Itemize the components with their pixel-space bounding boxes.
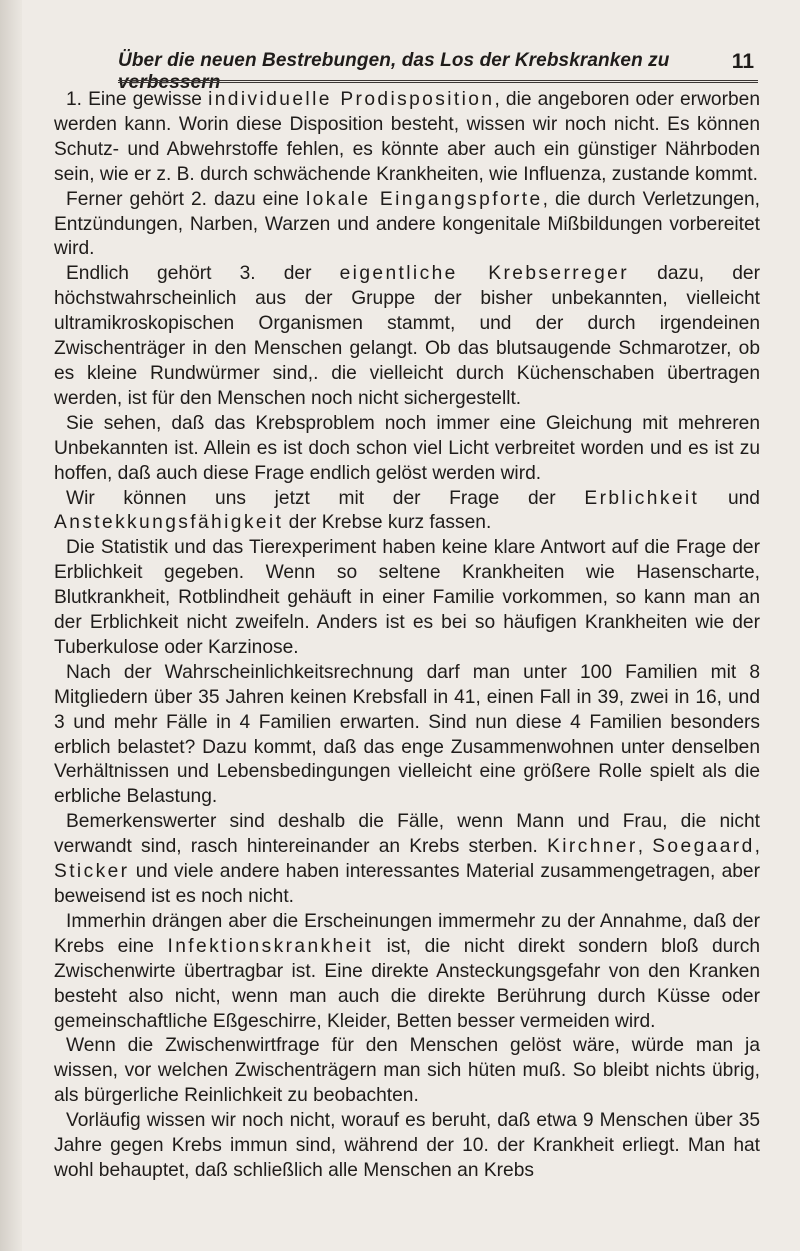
text-run: Nach der Wahrscheinlichkeitsrechnung darf man unter 100 Familien mit 8 Mitgliedern über 35 Jahren keinen Krebsfall in 41, einen Fall in 39, zwei in 16, und 3 und mehr Fälle in 4 Familien erwarten. Sind nun diese 4 Familien besonders erblich belastet? Dazu kommt, daß das enge Zusammenwohnen unter denselben Verhältnissen und Lebensbedingungen vielleicht eine größere Rolle spielt als die erbliche Belastung. [54,661,760,808]
text-run: Endlich gehört 3. der [66,263,340,285]
text-run: Vorläufig wissen wir noch nicht, worauf es beruht, daß etwa 9 Menschen über 35 Jahre gegen Krebs immun sind, während der 10. der Krankheit erliegt. Man hat wohl behauptet, daß schließlich alle Menschen an Krebs [54,1110,760,1181]
text-run: dazu, der höchstwahrscheinlich aus der Gruppe der bisher unbekannten, vielleicht ultramikroskopischen Organismen stammt, und der durch irgendeinen Zwischenträger in den Menschen gelangt. Ob das blutsaugende Schmarotzer, ob es kleine Rundwürmer sind,. die vielleicht durch Küchenschaben übertragen werden, ist für den Menschen noch nicht sichergestellt. [54,263,760,409]
text-run: Wenn die Zwischenwirtfrage für den Menschen gelöst wäre, würde man ja wissen, vor welchen Zwischenträgern man sich hüten muß. So bleibt nichts übrig, als bürgerliche Reinlichkeit zu beobachten. [54,1035,760,1107]
running-title: Über die neuen Bestrebungen, das Los der Krebskranken zu verbessern [118,50,670,93]
spaced-emphasis: individuelle Prodisposition [208,89,495,110]
text-run: ist, die nicht direkt sondern bloß durch Zwischenwirte übertragbar ist. Eine direkte Ansteckungsgefahr von den Kranken besteht also nicht, wenn man auch die direkte Berührung durch Küsse oder gemeinschaftliche Eßgeschirre, Kleider, Betten besser vermeiden wird. [54,935,760,1032]
text-run: , [637,836,653,858]
text-run: , die angeboren oder erworben werden kann. Worin diese Disposition besteht, wissen wir noch nicht. Es können Schutz- und Abwehrstoffe fehlen, es könnte aber auch ein günstiger Nährboden sein, wie er z. B. durch schwächende Krankheiten, wie Influenza, zustande kommt. [54,89,760,185]
paragraph [54,88,760,188]
body-text [54,88,760,1184]
text-run: Ferner gehört 2. dazu eine [66,188,306,210]
spaced-emphasis: Sticker [54,861,130,883]
text-run: , die durch Verletzungen, Entzündungen, Narben, Warzen und andere kongenitale Mißbildungen vorbereitet wird. [54,188,760,260]
paragraph [54,910,760,1035]
text-run: , [754,836,760,858]
spaced-emphasis: lokale Eingangspforte [305,188,543,210]
text-run: Wir können uns jetzt mit der Frage der [66,487,585,509]
paragraph [54,1109,760,1184]
text-run: Bemerkenswerter sind deshalb die Fälle, wenn Mann und Frau, die nicht verwandt sind, rasch hintereinander an Krebs sterben. [54,811,760,858]
spaced-emphasis: Anstekkungsfähigkeit [54,512,284,534]
spaced-emphasis: eigentliche Krebserreger [339,263,630,285]
paragraph [54,810,760,910]
paragraph [54,661,760,810]
paragraph [54,412,760,487]
spaced-emphasis: Soegaard [652,836,755,858]
header-rule [118,80,758,83]
spaced-emphasis: Kirchner [547,836,638,858]
text-run: Die Statistik und das Tierexperiment haben keine klare Antwort auf die Frage der Erblichkeit gegeben. Wenn so seltene Krankheiten wie Hasenscharte, Blutkrankheit, Rotblindheit gehäuft in einer Familie vorkommen, so kann man an der Erblichkeit nicht zweifeln. Anders ist es bei so häufigen Krankheiten wie der Tuberkulose oder Karzinose. [54,537,760,658]
text-run: Sie sehen, daß das Krebsproblem noch immer eine Gleichung mit mehreren Unbekannten ist. Allein es ist doch schon viel Licht verbreitet worden und es ist zu hoffen, daß auch diese Frage endlich gelöst werden wird. [54,412,760,484]
paragraph [54,536,760,661]
text-run: 1. Eine gewisse [66,89,209,110]
text-run: und viele andere haben interessantes Material zusammengetragen, aber beweisend ist es noch nicht. [54,861,760,907]
spaced-emphasis: Infektionskrankheit [167,935,374,957]
page-header [118,50,758,93]
paragraph [54,487,760,537]
text-run: der Krebse kurz fassen. [283,512,492,534]
spaced-emphasis: Erblichkeit [584,487,700,509]
page-number: 11 [731,50,754,73]
text-run: und [699,487,760,509]
text-run: Immerhin drängen aber die Erscheinungen immermehr zu der Annahme, daß der Krebs eine [54,910,760,957]
paragraph [54,188,760,263]
paragraph [54,1034,760,1109]
scan-edge-shadow [0,0,22,1251]
paragraph [54,262,760,411]
